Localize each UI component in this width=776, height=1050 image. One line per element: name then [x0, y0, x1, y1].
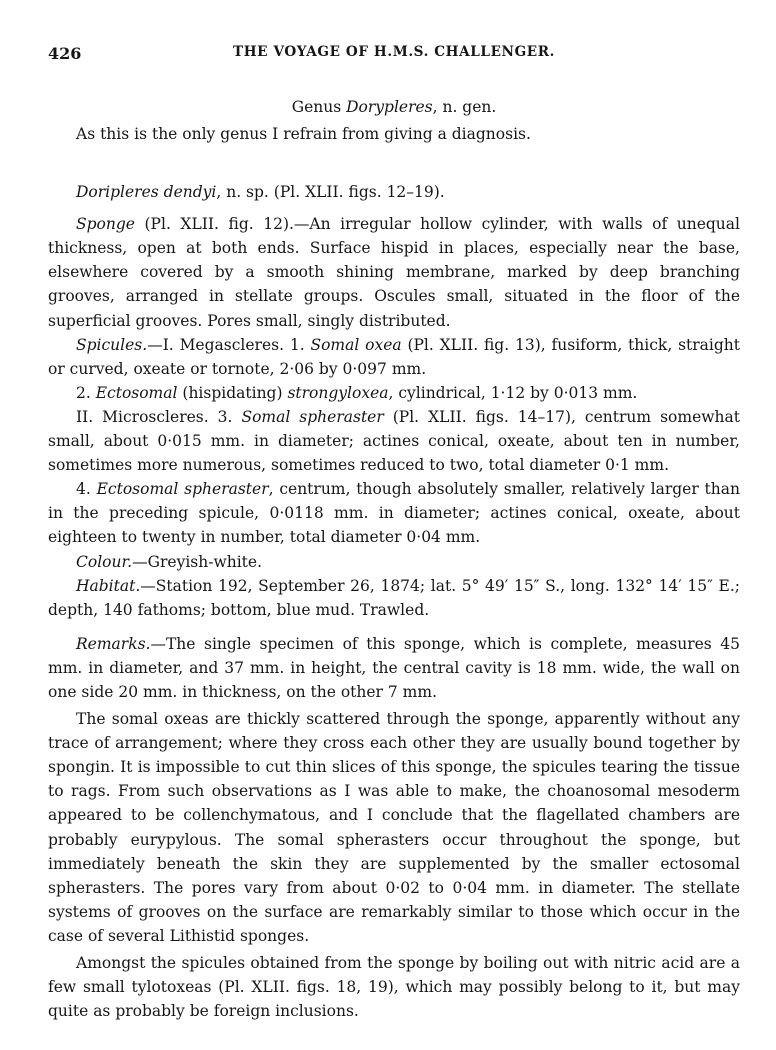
sponge-text: (Pl. XLII. fig. 12).—An irregular hollow cylinder, with walls of unequal thickness, open at both ends. Surface hispid in places, especially near the base, elsewhere covered by a smooth shining membrane, marked by deep branching grooves, arranged in stellate groups. Oscules small, situated in the floor of the superficial grooves. Pores small, singly distributed. [48, 215, 740, 330]
sponge-label: Sponge [76, 215, 135, 234]
item2-mid: (hispidating) [177, 383, 288, 402]
strongyloxea-paragraph [48, 381, 740, 405]
remarks-paragraph [48, 632, 740, 704]
genus-heading [48, 98, 740, 116]
amongst-paragraph: Amongst the spicules obtained from the sponge by boiling out with nitric acid are a few small tylotoxeas (Pl. XLII. figs. 18, 19), which may possibly belong to it, but may quite as probably be foreign inclusions. [48, 954, 740, 1021]
habitat-text: —Station 192, September 26, 1874; lat. 5° 49′ 15″ S., long. 132° 14′ 15″ E.; depth, 140 fathoms; bottom, blue mud. Trawled. [48, 576, 740, 619]
spicules-label: Spicules. [76, 335, 148, 354]
colour-label: Colour. [76, 552, 133, 571]
remarks-label: Remarks. [76, 634, 151, 653]
species-heading [48, 180, 740, 204]
habitat-paragraph [48, 574, 740, 622]
somal-oxea-label: Somal oxea [310, 335, 402, 354]
somal-spheraster-label: Somal spheraster [241, 407, 384, 426]
oxeas-paragraph: The somal oxeas are thickly scattered through the sponge, apparently without any trace of arrangement; where they cross each other they are usually bound together by spongin. It is impossible to cut thin slices of this sponge, the spicules tearing the tissue to rags. From such observations as I was able to make, the choanosomal mesoderm appeared to be collenchymatous, and I conclude that the flagellated chambers are probably eurypylous. The somal spherasters occur throughout the sponge, but immediately beneath the skin they are supplemented by the smaller ectosomal spherasters. The pores vary from about 0·02 to 0·04 mm. in diameter. The stellate systems of grooves on the surface are remarkably similar to those which occur in the case of several Lithistid sponges. [48, 710, 740, 945]
species-name: Doripleres dendyi [76, 183, 217, 202]
somal-oxea-text: (Pl. XLII. fig. 13), fusiform, thick, straight or curved, oxeate or tornote, 2·06 by 0·097 mm. [48, 335, 741, 378]
item2-term: strongyloxea [287, 383, 389, 402]
item2-label: Ectosomal [95, 383, 178, 402]
genus-suffix: , n. gen. [432, 98, 497, 116]
micro-prefix: II. Microscleres. 3. [76, 407, 242, 426]
item2-text: , cylindrical, 1·12 by 0·013 mm. [388, 383, 638, 402]
page-number: 426 [48, 44, 82, 63]
item4-text: , centrum, though absolutely smaller, relatively larger than in the preceding spicule, 0·0118 mm. in diameter; actines conical, oxeate, about eighteen to twenty in number, total diameter 0·04 mm. [48, 480, 740, 547]
species-suffix: , n. sp. (Pl. XLII. figs. 12–19). [216, 183, 445, 202]
genus-name: Dorypleres [346, 98, 433, 116]
habitat-label: Habitat. [76, 576, 141, 595]
colour-paragraph [48, 550, 740, 574]
sponge-paragraph [48, 212, 740, 332]
running-title: THE VOYAGE OF H.M.S. CHALLENGER. [233, 44, 555, 60]
spicules-paragraph [48, 333, 740, 381]
item4-label: Ectosomal spheraster [96, 480, 269, 499]
spicules-intro: —I. Megascleres. 1. [147, 335, 311, 354]
colour-text: —Greyish-white. [132, 552, 262, 571]
ectosomal-spheraster-paragraph [48, 477, 740, 549]
somal-spheraster-text: (Pl. XLII. figs. 14–17), centrum somewhat small, about 0·015 mm. in diameter; actines conical, oxeate, about ten in number, sometimes more numerous, sometimes reduced to two, total diameter 0·1 mm. [48, 407, 740, 475]
genus-prefix: Genus [291, 98, 347, 116]
genus-note: As this is the only genus I refrain from giving a diagnosis. [76, 125, 531, 143]
microscleres-paragraph [48, 405, 740, 477]
remarks-text: —The single specimen of this sponge, which is complete, measures 45 mm. in diameter, and 37 mm. in height, the central cavity is 18 mm. wide, the wall on one side 20 mm. in thickness, on the other 7 mm. [48, 634, 740, 701]
page-header [48, 44, 740, 68]
item4-prefix: 4. [76, 480, 97, 499]
item2-prefix: 2. [76, 383, 96, 402]
